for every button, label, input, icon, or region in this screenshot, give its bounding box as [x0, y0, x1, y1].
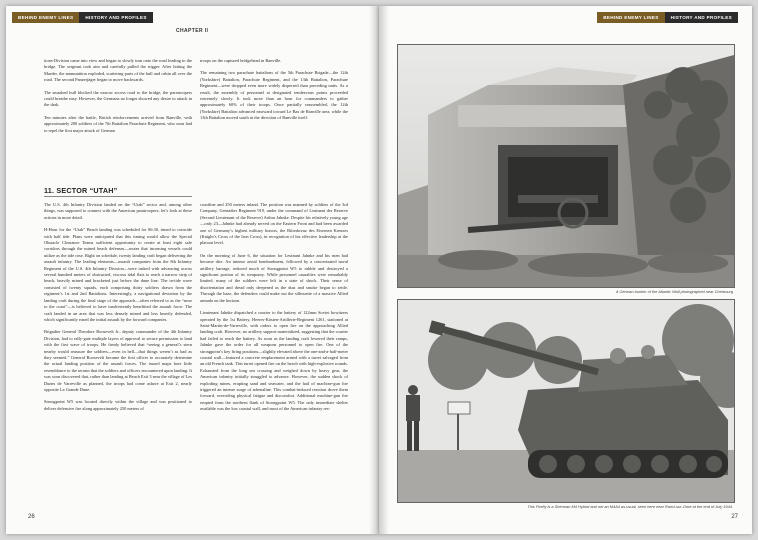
paragraph: The remaining two parachute battalions of the 5th Parachute Brigade—the 12th (Yorkshire) Battalion, Parachute Regiment, and the 13th Battalion, Parachute Regiment—were dropped even more widely dispersed than preceding units. As a result, the assembly of personnel at designated rendezvous points proceeded extremely slowly. It took more than an hour for commanders to gather approximately 60% of their troops. Once partially reassembled, the 12th (Yorkshire) Battalion advanced eastward toward Le Bas de Ranville area, while the 13th Battalion moved south in the direction of Ranville itself.	[200, 70, 348, 121]
paragraph: On the morning of June 6, the situation for Leutnant Jahnke and his men had become dire. An intense aerial bombardment, followed by a concentrated naval artillery barrage, reduced much of Strongpoint W5 to rubble and destroyed a significant portion of its weaponry. While personnel casualties were remarkably limited, many of the soldiers were left in a state of shock. Their sense of disorientation and dread only deepened as the dust and smoke began to settle. Through the haze, the defenders could make out the silhouette of a massive Allied armada on the horizon.	[200, 252, 348, 303]
page-number-right: 27	[731, 514, 738, 520]
paragraph: tions-Division came into view and began to slowly turn onto the road leading to the bridge. The sergeant took aim and carefully pulled the trigger. After hitting the Marder, the ammunition exploded, scattering parts of the hull and cabin all over the road. The second Panzerjäger began to move backwards.	[44, 58, 192, 83]
paragraph: The smashed hull blocked the narrow access road to the bridge, the paratroopers could breathe easy. However, the Germans no longer showed any desire to attack in the dark.	[44, 89, 192, 108]
paragraph: Brigadier General Theodore Roosevelt Jr., deputy commander of the 4th Infantry Division, had to rally-gate multiple layers of approval to secure permission to land with the first wave of troops. He firmly believed that “seeing a general’s stern nearby would reassure the soldiers—even in hell—that things weren’t as bad as they seemed.” General Roosevelt became the first officer to accurately determine the actual landing position of the assault forces. The issued maps bore little resemblance to the terrain that the soldiers and officers encountered upon landing. It was soon discovered that, rather than landing at Beach Exit 3 near the village of Les Dunes de Varreville as planned, the troops had come ashore at Exit 2, nearly opposite La Grande Dune.	[44, 329, 192, 392]
chapter-label: CHAPTER II	[176, 28, 209, 34]
paragraph: H-Hour for the “Utah” Beach landing was scheduled for 06:30, timed to coincide with half tide. Plans were anticipated that this timing would allow the Special Obstacle Clearance Teams sufficient opportunity to create at least eight safe corridors through the mined beach defenses—routes that incoming vessels could utilize as the tide rose. Right on schedule, twenty landing craft began delivering the assault infantry. The leading elements—assault companies from the 8th Infantry Regiment of the U.S. 4th Infantry Division—were tasked with advancing across several hundred meters of obstructed, viscous tidal flats to reach a narrow strip of beach, heavily mined and bracketed just before the dune line. The in-tide wave consisted of twenty squads, each comprising thirty soldiers drawn from the regiment’s 1st and 2nd Battalions. Interestingly, a navigational deviation by the landing craft during the final stage of the approach—often referred to as the “nose to the coast”—is believed to have inadvertently benefitted the assault force. The craft landed in an area that was less densely mined and less heavily defended, which significantly eased the initial assault by the forward companies.	[44, 227, 192, 322]
book-title: HISTORY AND PROFILES	[79, 12, 152, 23]
series-label: BEHIND ENEMY LINES	[12, 12, 79, 23]
caption-bottom: This Firefly is a Sherman M4 Hybrid and not an M4A4 as usual, seen here near Ranvi-sur-Orne at the end of July 1944.	[527, 504, 733, 509]
section-heading: 11. SECTOR “UTAH”	[44, 186, 192, 197]
paragraph: The U.S. 4th Infantry Division landed on the “Utah” sector and, among other things, was supposed to connect with the American paratroopers; let’s look at these actions in more detail.	[44, 202, 192, 220]
paragraph: Ten minutes after the battle, British reinforcements arrived from Ranville, with approximately 200 soldiers of the 7th Battalion Parachute Regiment, who soon had to repel the first major attack of German	[44, 114, 192, 133]
bunker-photo-image	[398, 45, 734, 287]
book-title: HISTORY AND PROFILES	[665, 12, 738, 23]
paragraph: troops on the captured bridgehead in Ranville.	[200, 58, 282, 63]
bunker-photo	[397, 44, 735, 288]
page-number-left: 26	[28, 514, 35, 520]
paragraph: Strongpoint W5 was located directly within the village and was positioned to deliver defensive fire along approximately 250 meters of	[44, 399, 192, 411]
running-header-left	[12, 12, 153, 23]
series-label: BEHIND ENEMY LINES	[597, 12, 664, 23]
left-page	[6, 6, 379, 534]
paragraph: coastline and 250 meters inland. The position was manned by soldiers of the 3rd Company, Grenadier Regiment 919, under the command of Leutnant der Reserve (Second Lieutenant of the Reserve) Arthur Jahnke. Despite his relatively young age—only 23—Jahnke had already served on the Eastern Front and had been awarded one of Germany’s highest military honors, the Ritterkreuz des Eisernen Kreuzes (Knight’s Cross of the Iron Cross), in recognition of his effective leadership at the platoon level.	[200, 202, 348, 246]
running-header-right	[597, 12, 738, 23]
tank-photo	[397, 299, 735, 503]
paragraph: Lieutenant Jahnke dispatched a courier to the battery of 122mm Soviet howitzers operated by the 1st Battery, Heeres-Küsten-Artillerie-Regiment 1261, stationed at Saint-Martin-de-Varreville, with orders to open fire on the approaching Allied landing craft. However, no artillery support materialized, suggesting that the courier had failed to reach the battery. As soon as the landing craft lowered their ramps, Jahnke gave the order for all weapons personnel to open fire. One of the strongpoint’s key firing positions—slightly elevated above the one-and-a-half-meter coastal wall—featured a concrete emplacement armed with a turret salvaged from an old French tank. This turret opened fire on the beach with high-explosive rounds. Exhausted from the long sea crossing and weighed down by heavy gear, the American infantry initially struggled to advance. However, the sudden shock of exploding mines, erupting sand and seawater, and the hail of machine-gun fire triggered an intense surge of adrenaline. This combat-induced reaction drove them forward, overriding physical fatigue and discomfort. Additional machine-gun fire erupted from the northern flank of Strongpoint W5. The only immediate shelter available was the low coastal wall, and most of the American infantry res-	[200, 310, 348, 412]
right-column-top	[200, 58, 348, 128]
left-column-top	[44, 58, 192, 140]
tank-photo-image	[398, 300, 734, 502]
right-page	[379, 6, 752, 534]
right-column-bottom	[200, 202, 348, 419]
caption-top: A German bunker of the Atlantic Wall photographed near Cherbourg	[615, 289, 733, 294]
left-column-bottom	[44, 202, 192, 418]
